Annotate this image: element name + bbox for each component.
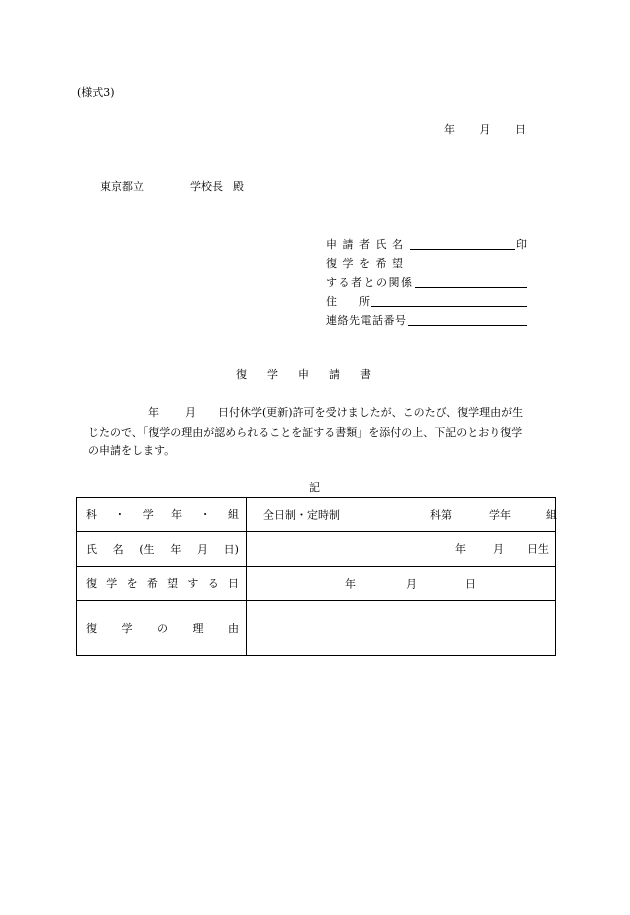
- body-line-3: の申請をします。: [88, 444, 176, 457]
- form-number: (様式3): [77, 86, 115, 99]
- return-date-value[interactable]: [247, 567, 556, 601]
- submission-date: [444, 124, 526, 135]
- return-day: 日: [465, 577, 476, 590]
- return-date-label: 復 学 を 希 望 す る 日: [77, 567, 247, 601]
- date-year: 年: [444, 123, 455, 136]
- address-field[interactable]: [371, 295, 527, 307]
- program-type: 全日制・定時制: [263, 508, 340, 521]
- table-row: [77, 601, 556, 656]
- applicant-name-label: 申請者氏名: [326, 238, 409, 251]
- address-row: [326, 293, 527, 307]
- seal-mark: 印: [516, 238, 527, 251]
- relation-label-row: [326, 255, 527, 269]
- return-reason-label: 復 学 の 理 由: [77, 601, 247, 656]
- details-table: [76, 497, 556, 656]
- class-suffix: 組: [546, 508, 557, 521]
- dept-grade-class-label: 科 ・ 学 年 ・ 組: [77, 498, 247, 532]
- return-year: 年: [345, 577, 356, 590]
- name-birthdate-label: 氏 名 (生 年 月 日): [77, 532, 247, 567]
- relation-row: [326, 274, 527, 288]
- relation-label-line1: 復学を希望: [326, 257, 409, 270]
- relation-label-line2: する者との関係: [326, 276, 414, 289]
- phone-row: [326, 312, 527, 326]
- birth-month: 月: [493, 542, 504, 556]
- table-row: [77, 567, 556, 601]
- address-label: 住 所: [326, 295, 370, 308]
- return-month: 月: [406, 577, 417, 590]
- addressee-title: 学校長: [190, 180, 223, 193]
- body-line-2: じたので、「復学の理由が認められることを証する書類」を添付の上、下記のとおり復学: [88, 426, 523, 439]
- addressee-prefix: 東京都立: [100, 180, 144, 193]
- addressee: [100, 181, 244, 192]
- name-birthdate-value[interactable]: [247, 532, 556, 567]
- date-day: 日: [515, 123, 526, 136]
- body-line-1: 年 月 日付休学(更新)許可を受けましたが、このたび、復学理由が生: [148, 406, 524, 419]
- return-reason-value[interactable]: [247, 601, 556, 656]
- table-row: [77, 532, 556, 567]
- ki-heading: 記: [309, 481, 320, 494]
- table-row: [77, 498, 556, 532]
- dept-grade-class-value[interactable]: [247, 498, 556, 532]
- phone-field[interactable]: [408, 314, 528, 326]
- applicant-name-row: [326, 236, 527, 250]
- birth-year: 年: [455, 542, 466, 556]
- addressee-honorific: 殿: [233, 180, 244, 193]
- dept-suffix: 科第: [430, 508, 452, 521]
- applicant-name-field[interactable]: [410, 238, 516, 250]
- date-month: 月: [479, 123, 491, 136]
- birth-day: 日生: [527, 542, 549, 556]
- grade-suffix: 学年: [489, 508, 511, 521]
- document-title: 復 学 申 請 書: [236, 368, 371, 381]
- relation-field[interactable]: [415, 276, 528, 288]
- phone-label: 連絡先電話番号: [326, 314, 407, 327]
